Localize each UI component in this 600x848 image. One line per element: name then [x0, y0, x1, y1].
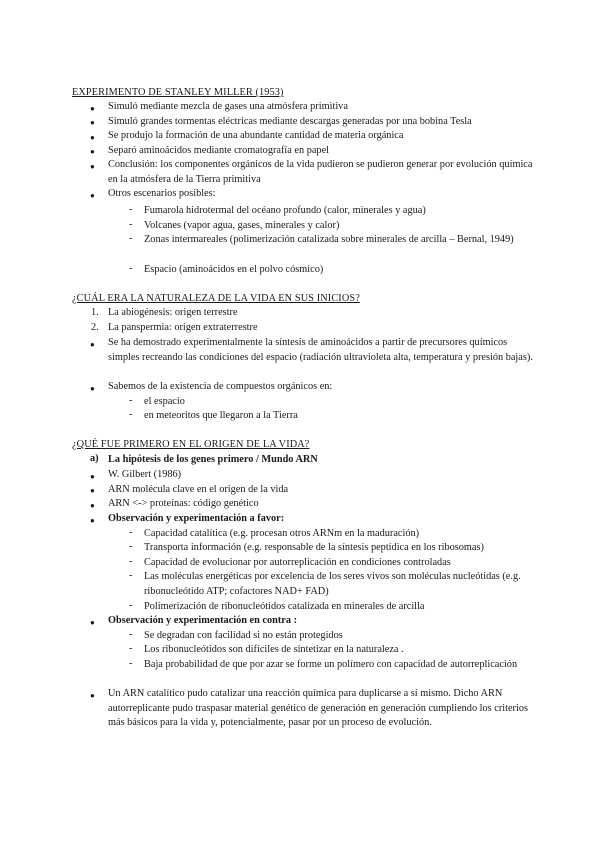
bullet-icon: ● — [90, 486, 95, 495]
dash-icon: - — [129, 629, 133, 640]
bullet-icon: ● — [90, 472, 95, 481]
section-heading-origen: ¿QUÉ FUE PRIMERO EN EL ORIGEN DE LA VIDA? — [72, 439, 310, 450]
list-item: Separó aminoácidos mediante cromatografía en papel — [108, 145, 330, 156]
bullet-icon: ● — [90, 147, 95, 156]
bullet-icon: ● — [90, 618, 95, 627]
list-item: ARN <-> proteínas: código genético — [108, 498, 259, 509]
favor-label: Observación y experimentación a favor: — [108, 513, 285, 524]
sub-list-item: Se degradan con facilidad si no están protegidos — [144, 630, 343, 641]
dash-icon: - — [129, 643, 133, 654]
list-item: Simuló mediante mezcla de gases una atmósfera primitiva — [108, 101, 348, 112]
numbered-item: La abiogénesis: origen terrestre — [108, 307, 238, 318]
sub-list-item: Los ribonucleótidos son difíciles de sintetizar en la naturaleza . — [144, 644, 404, 655]
bullet-icon: ● — [90, 501, 95, 510]
dash-icon: - — [129, 219, 133, 230]
bullet-icon: ● — [90, 133, 95, 142]
bullet-icon: ● — [90, 191, 95, 200]
sub-list-item: Transporta información (e.g. responsable de la síntesis peptídica en los ribosomas) — [144, 542, 484, 553]
list-item: Conclusión: los componentes orgánicos de la vida pudieron se pudieron generar por evolución química en la atmósfera de la Tierra primitiva — [108, 159, 533, 185]
dash-icon: - — [129, 556, 133, 567]
dash-icon: - — [129, 527, 133, 538]
list-number: 2. — [91, 322, 99, 333]
hypothesis-title: La hipótesis de los genes primero / Mundo ARN — [108, 454, 318, 465]
sub-list-item: Fumarola hidrotermal del océano profundo (calor, minerales y agua) — [144, 205, 426, 216]
dash-icon: - — [129, 570, 133, 581]
dash-icon: - — [129, 658, 133, 669]
bullet-icon: ● — [90, 691, 95, 700]
list-item: Sabemos de la existencia de compuestos orgánicos en: — [108, 381, 333, 392]
dash-icon: - — [129, 233, 133, 244]
list-item: ARN molécula clave en el origen de la vida — [108, 484, 289, 495]
sub-list-item: en meteoritos que llegaron a la Tierra — [144, 410, 298, 421]
bullet-icon: ● — [90, 384, 95, 393]
list-item: Otros escenarios posibles: — [108, 188, 216, 199]
list-item: Se produjo la formación de una abundante cantidad de materia orgánica — [108, 130, 404, 141]
dash-icon: - — [129, 204, 133, 215]
list-number: 1. — [91, 307, 99, 318]
section-heading-miller: EXPERIMENTO DE STANLEY MILLER (1953) — [72, 87, 284, 98]
list-item: Un ARN catalítico pudo catalizar una reacción química para duplicarse a sí mismo. Dicho ARN autorreplicante pudo traspasar material genético de generación en generación cumpliendo los criterios más básicos para la vida y, potencialmente, pasar por un proceso de evolución. — [108, 688, 528, 729]
numbered-item: La panspermia: origen extraterrestre — [108, 322, 258, 333]
sub-list-item: Baja probabilidad de que por azar se forme un polímero con capacidad de autorreplicación — [144, 659, 518, 670]
dash-icon: - — [129, 541, 133, 552]
list-item: W. Gilbert (1986) — [108, 469, 182, 480]
dash-icon: - — [129, 409, 133, 420]
list-letter: a) — [90, 453, 99, 464]
sub-list-item: Volcanes (vapor agua, gases, minerales y calor) — [144, 220, 340, 231]
sub-list-item: Capacidad de evolucionar por autorreplicación en condiciones controladas — [144, 557, 451, 568]
dash-icon: - — [129, 263, 133, 274]
sub-list-item: Polimerización de ribonucleótidos catalizada en minerales de arcilla — [144, 601, 425, 612]
bullet-icon: ● — [90, 340, 95, 349]
bullet-icon: ● — [90, 118, 95, 127]
list-item: Simuló grandes tormentas eléctricas mediante descargas generadas por una bobina Tesla — [108, 116, 472, 127]
dash-icon: - — [129, 395, 133, 406]
sub-list-item: Espacio (aminoácidos en el polvo cósmico) — [144, 264, 324, 275]
sub-list-item: Zonas intermareales (polimerización catalizada sobre minerales de arcilla – Bernal, 1949) — [144, 234, 514, 245]
bullet-icon: ● — [90, 162, 95, 171]
bullet-icon: ● — [90, 104, 95, 113]
bullet-icon: ● — [90, 516, 95, 525]
sub-list-item: Las moléculas energéticas por excelencia de los seres vivos son moléculas nucleótidas (e.g. ribonucleótido ATP; cofactores NAD+ FAD) — [144, 571, 521, 597]
contra-label: Observación y experimentación en contra : — [108, 615, 298, 626]
sub-list-item: el espacio — [144, 396, 185, 407]
list-item: Se ha demostrado experimentalmente la síntesis de aminoácidos a partir de precursores químicos simples recreando las condiciones del espacio (radiación ultravioleta alta, temperatura y presión bajas). — [108, 337, 533, 363]
dash-icon: - — [129, 600, 133, 611]
sub-list-item: Capacidad catalítica (e.g. procesan otros ARNm en la maduración) — [144, 528, 420, 539]
section-heading-naturaleza: ¿CUÁL ERA LA NATURALEZA DE LA VIDA EN SUS INICIOS? — [72, 293, 360, 304]
